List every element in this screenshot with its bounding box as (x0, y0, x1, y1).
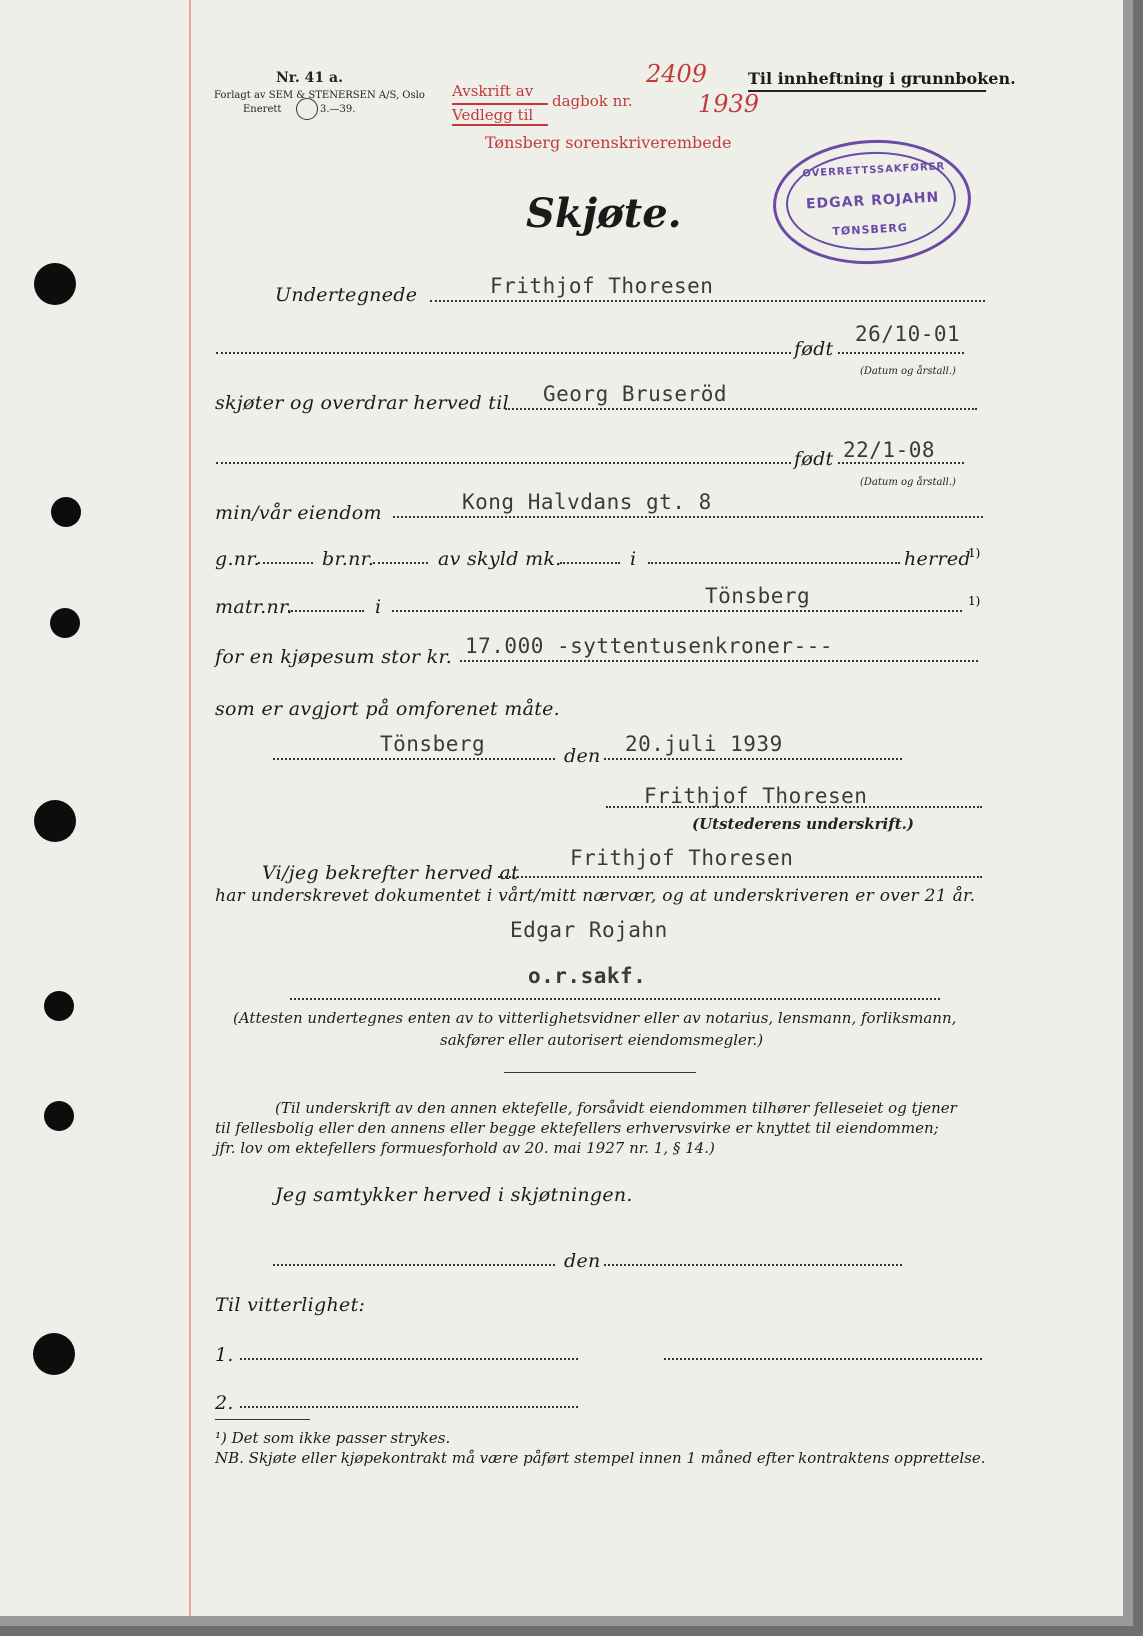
transfer-label: skjøter og overdrar herved til (215, 392, 509, 414)
seller-name-line (430, 300, 985, 302)
spouse-den-label: den (564, 1250, 601, 1272)
witness-1-label: 1. (215, 1344, 234, 1366)
punch-hole (34, 800, 76, 842)
witness-subject-line (498, 876, 982, 878)
witness-statement: har underskrevet dokumentet i vårt/mitt nærvær, og at underskriveren er over 21 år. (215, 886, 976, 906)
place-line (273, 758, 555, 760)
matr-line (288, 610, 364, 612)
settled-label: som er avgjort på omforenet måte. (215, 698, 561, 720)
punch-hole (44, 1101, 74, 1131)
spouse-note-3: jfr. lov om ektefellers formuesforhold av 20. mai 1927 nr. 1, § 14.) (215, 1139, 715, 1157)
spouse-note-1: (Til underskrift av den annen ektefelle, forsåvidt eiendommen tilhører felleseiet og tjener (275, 1099, 957, 1117)
buyer-fodt-label: født (794, 448, 834, 470)
publisher-logo-icon (296, 98, 318, 120)
lawyer-stamp (770, 135, 974, 269)
footnote-1: ¹) Det som ikke passer strykes. (215, 1429, 451, 1447)
seller-born[interactable]: 26/10-01 (855, 322, 961, 346)
municipality[interactable]: Tönsberg (705, 584, 811, 608)
seller-name[interactable]: Frithjof Thoresen (490, 274, 714, 298)
herred-line (648, 562, 900, 564)
binding-underline (748, 90, 986, 92)
punch-hole (50, 608, 80, 638)
gnr-line (258, 562, 313, 564)
binding-note: Til innheftning i grunnboken. (748, 69, 1016, 88)
footnote-2: NB. Skjøte eller kjøpekontrakt må være påført stempel innen 1 måned efter kontraktens opprettelse. (215, 1449, 986, 1467)
seller-extra-line (216, 352, 791, 354)
undertegnede-label: Undertegnede (275, 284, 418, 306)
place-value[interactable]: Tönsberg (380, 732, 486, 756)
den-label: den (564, 745, 601, 767)
footnote-mark: 1) (968, 546, 981, 560)
punch-hole (44, 991, 74, 1021)
publisher-line: Forlagt av SEM & STENERSEN A/S, Oslo (214, 90, 425, 101)
property-line (393, 516, 983, 518)
buyer-extra-line (216, 462, 791, 464)
matr-i-label: i (375, 596, 382, 618)
brnr-label: br.nr. (322, 548, 375, 570)
witness-label: Vi/jeg bekrefter herved at (262, 862, 519, 884)
property-label: min/vår eiendom (215, 502, 382, 524)
price-line (460, 660, 978, 662)
property-value[interactable]: Kong Halvdans gt. 8 (462, 490, 712, 514)
stamp-bottom-text: TØNSBERG (832, 221, 909, 239)
witness-name[interactable]: Edgar Rojahn (510, 918, 668, 942)
strike-line (452, 103, 548, 105)
punch-hole (33, 1333, 75, 1375)
spouse-date-line[interactable] (604, 1264, 902, 1266)
register-label-vedlegg: Vedlegg til (452, 106, 534, 124)
matr-label: matr.nr. (215, 596, 293, 618)
skyld-line (560, 562, 620, 564)
witness-1-second-line[interactable] (664, 1358, 982, 1360)
footnote-rule (215, 1419, 310, 1420)
publisher-date: 3.—39. (320, 104, 356, 115)
gnr-label: g.nr. (215, 548, 260, 570)
brnr-line (373, 562, 428, 564)
i-label: i (630, 548, 637, 570)
issuer-signature[interactable]: Frithjof Thoresen (644, 784, 868, 808)
vitterlighet-label: Til vitterlighet: (215, 1294, 366, 1316)
register-number: 2409 (646, 60, 708, 88)
buyer-born[interactable]: 22/1-08 (843, 438, 936, 462)
spouse-note-2: til fellesbolig eller den annens eller begge ektefellers erhvervsvirke er knyttet til eiendommen; (215, 1119, 939, 1137)
punch-hole (51, 497, 81, 527)
seller-born-line (838, 352, 964, 354)
witness-2-line[interactable] (240, 1406, 578, 1408)
document-title: Skjøte. (526, 190, 682, 237)
section-divider (504, 1072, 696, 1073)
stamp-top-text: OVERRETTSSAKFØRER (802, 161, 946, 180)
municipality-line (392, 610, 962, 612)
register-label-avskrift: Avskrift av (452, 82, 534, 100)
red-margin-line (189, 0, 191, 1616)
skyld-label: av skyld mk. (438, 548, 562, 570)
price-label: for en kjøpesum stor kr. (215, 646, 453, 668)
witness-1-line[interactable] (240, 1358, 578, 1360)
form-number: Nr. 41 a. (276, 70, 343, 86)
strike-line (452, 124, 548, 126)
attest-note-1: (Attesten undertegnes enten av to vitterlighetsvidner eller av notarius, lensmann, forliksmann, (233, 1009, 957, 1027)
publisher-enerett: Enerett (243, 104, 282, 115)
date-line (604, 758, 902, 760)
spouse-consent: Jeg samtykker herved i skjøtningen. (275, 1184, 633, 1206)
herred-label: herred (904, 548, 971, 570)
buyer-name-line (505, 408, 977, 410)
register-label-dagbok: dagbok nr. (552, 92, 633, 110)
footnote-mark: 1) (968, 594, 981, 608)
register-office: Tønsberg sorenskriverembede (485, 133, 732, 152)
register-year: 1939 (698, 90, 760, 118)
attest-note-2: sakfører eller autorisert eiendomsmegler.) (440, 1031, 764, 1049)
stamp-name: EDGAR ROJAHN (805, 189, 940, 213)
witness-title[interactable]: o.r.sakf. (528, 964, 647, 988)
price-value[interactable]: 17.000 -syttentusenkroner--- (465, 634, 834, 658)
date-value[interactable]: 20.juli 1939 (625, 732, 783, 756)
witness-signature-line (290, 998, 940, 1000)
punch-hole (34, 263, 76, 305)
witness-2-label: 2. (215, 1392, 234, 1414)
seller-datum-caption: (Datum og årstall.) (860, 366, 956, 377)
witness-subject[interactable]: Frithjof Thoresen (570, 846, 794, 870)
buyer-name[interactable]: Georg Bruseröd (543, 382, 728, 406)
spouse-place-line[interactable] (273, 1264, 555, 1266)
seller-fodt-label: født (794, 338, 834, 360)
issuer-caption: (Utstederens underskrift.) (692, 815, 914, 833)
buyer-datum-caption: (Datum og årstall.) (860, 477, 956, 488)
buyer-born-line (838, 462, 964, 464)
